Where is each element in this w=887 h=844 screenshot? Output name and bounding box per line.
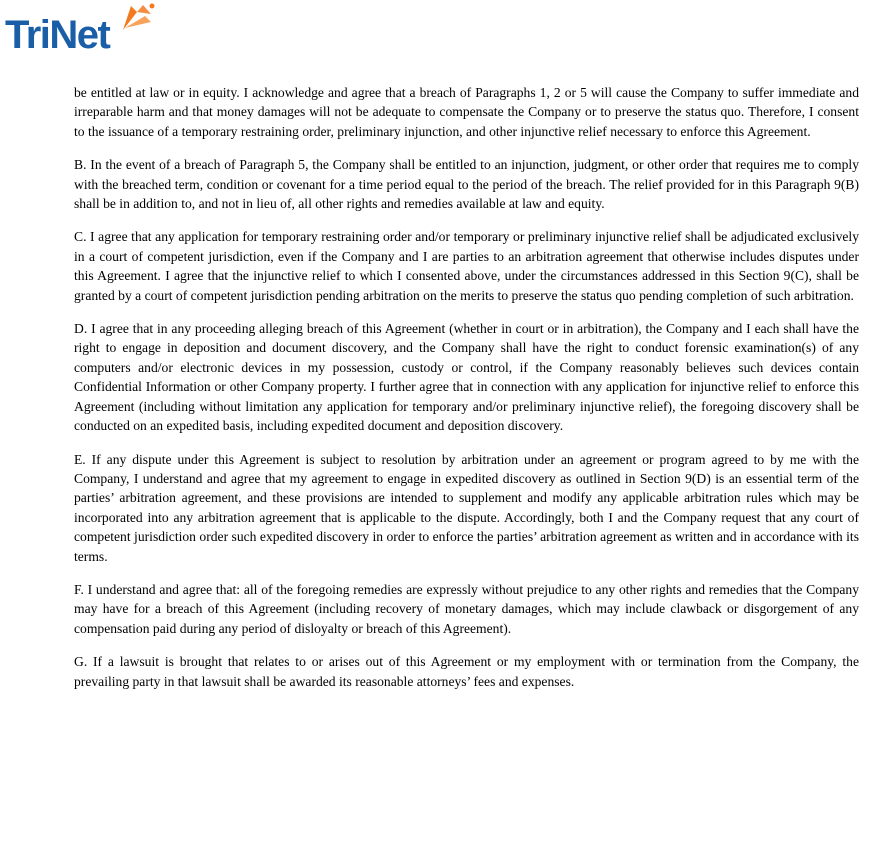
paragraph-d: D. I agree that in any proceeding alleging breach of this Agreement (whether in court or in arbitration), the Company and I each shall have the right to engage in deposition and document discovery, and the Company shall have the right to conduct forensic examination(s) of any computers and/or electronic devices in my possession, custody or control, if the Company reasonably believes such devices contain Confidential Information or other Company property. I further agree that in connection with any application for injunctive relief to enforce this Agreement (including without limitation any application for temporary and/or preliminary injunctive relief), the foregoing discovery shall be conducted on an expedited basis, including expedited document and deposition discovery. bbox=[74, 321, 859, 434]
agreement-text bbox=[74, 83, 859, 705]
paragraph-e: E. If any dispute under this Agreement is subject to resolution by arbitration under an agreement or program agreed to by me with the Company, I understand and agree that my agreement to engage in expedited discovery as outlined in Section 9(D) is an essential term of the parties’ arbitration agreement, and these provisions are intended to supplement and modify any applicable arbitration rules which may be incorporated into any arbitration agreement that is applicable to the dispute. Accordingly, both I and the Company request that any court of competent jurisdiction order such expedited discovery in order to enforce the parties’ arbitration agreement as written and in accordance with its terms. bbox=[74, 451, 859, 564]
logo-wordmark: TriNet bbox=[5, 13, 110, 57]
paragraph-f: F. I understand and agree that: all of the foregoing remedies are expressly without prejudice to any other rights and remedies that the Company may have for a breach of this Agreement (including recovery of monetary damages, which may include clawback or disgorgement of any compensation paid during any period of disloyalty or breach of this Agreement). bbox=[74, 581, 859, 636]
paragraph-g: G. If a lawsuit is brought that relates to or arises out of this Agreement or my employment with or termination from the Company, the prevailing party in that lawsuit shall be awarded its reasonable attorneys’ fees and expenses. bbox=[74, 654, 859, 689]
paragraph-c: C. I agree that any application for temporary restraining order and/or temporary or preliminary injunctive relief shall be adjudicated exclusively in a court of competent jurisdiction, even if the Company and I are parties to an arbitration agreement that otherwise includes disputes under this Agreement. I agree that the injunctive relief to which I consented above, under the circumstances addressed in this Section 9(C), shall be granted by a court of competent jurisdiction pending arbitration on the merits to preserve the status quo pending completion of such arbitration. bbox=[74, 229, 859, 303]
logo-spark-icon bbox=[121, 2, 157, 32]
trinet-logo bbox=[5, 2, 155, 58]
paragraph-continuation: be entitled at law or in equity. I acknowledge and agree that a breach of Paragraphs 1, 2 or 5 will cause the Company to suffer immediate and irreparable harm and that money damages will not be adequate to compensate the Company or to preserve the status quo. Therefore, I consent to the issuance of a temporary restraining order, preliminary injunction, and other injunctive relief necessary to enforce this Agreement. bbox=[74, 85, 859, 139]
paragraph-b: B. In the event of a breach of Paragraph 5, the Company shall be entitled to an injunction, judgment, or other order that requires me to comply with the breached term, condition or covenant for a time period equal to the period of the breach. The relief provided for in this Paragraph 9(B) shall be in addition to, and not in lieu of, all other rights and remedies available at law and equity. bbox=[74, 157, 859, 212]
